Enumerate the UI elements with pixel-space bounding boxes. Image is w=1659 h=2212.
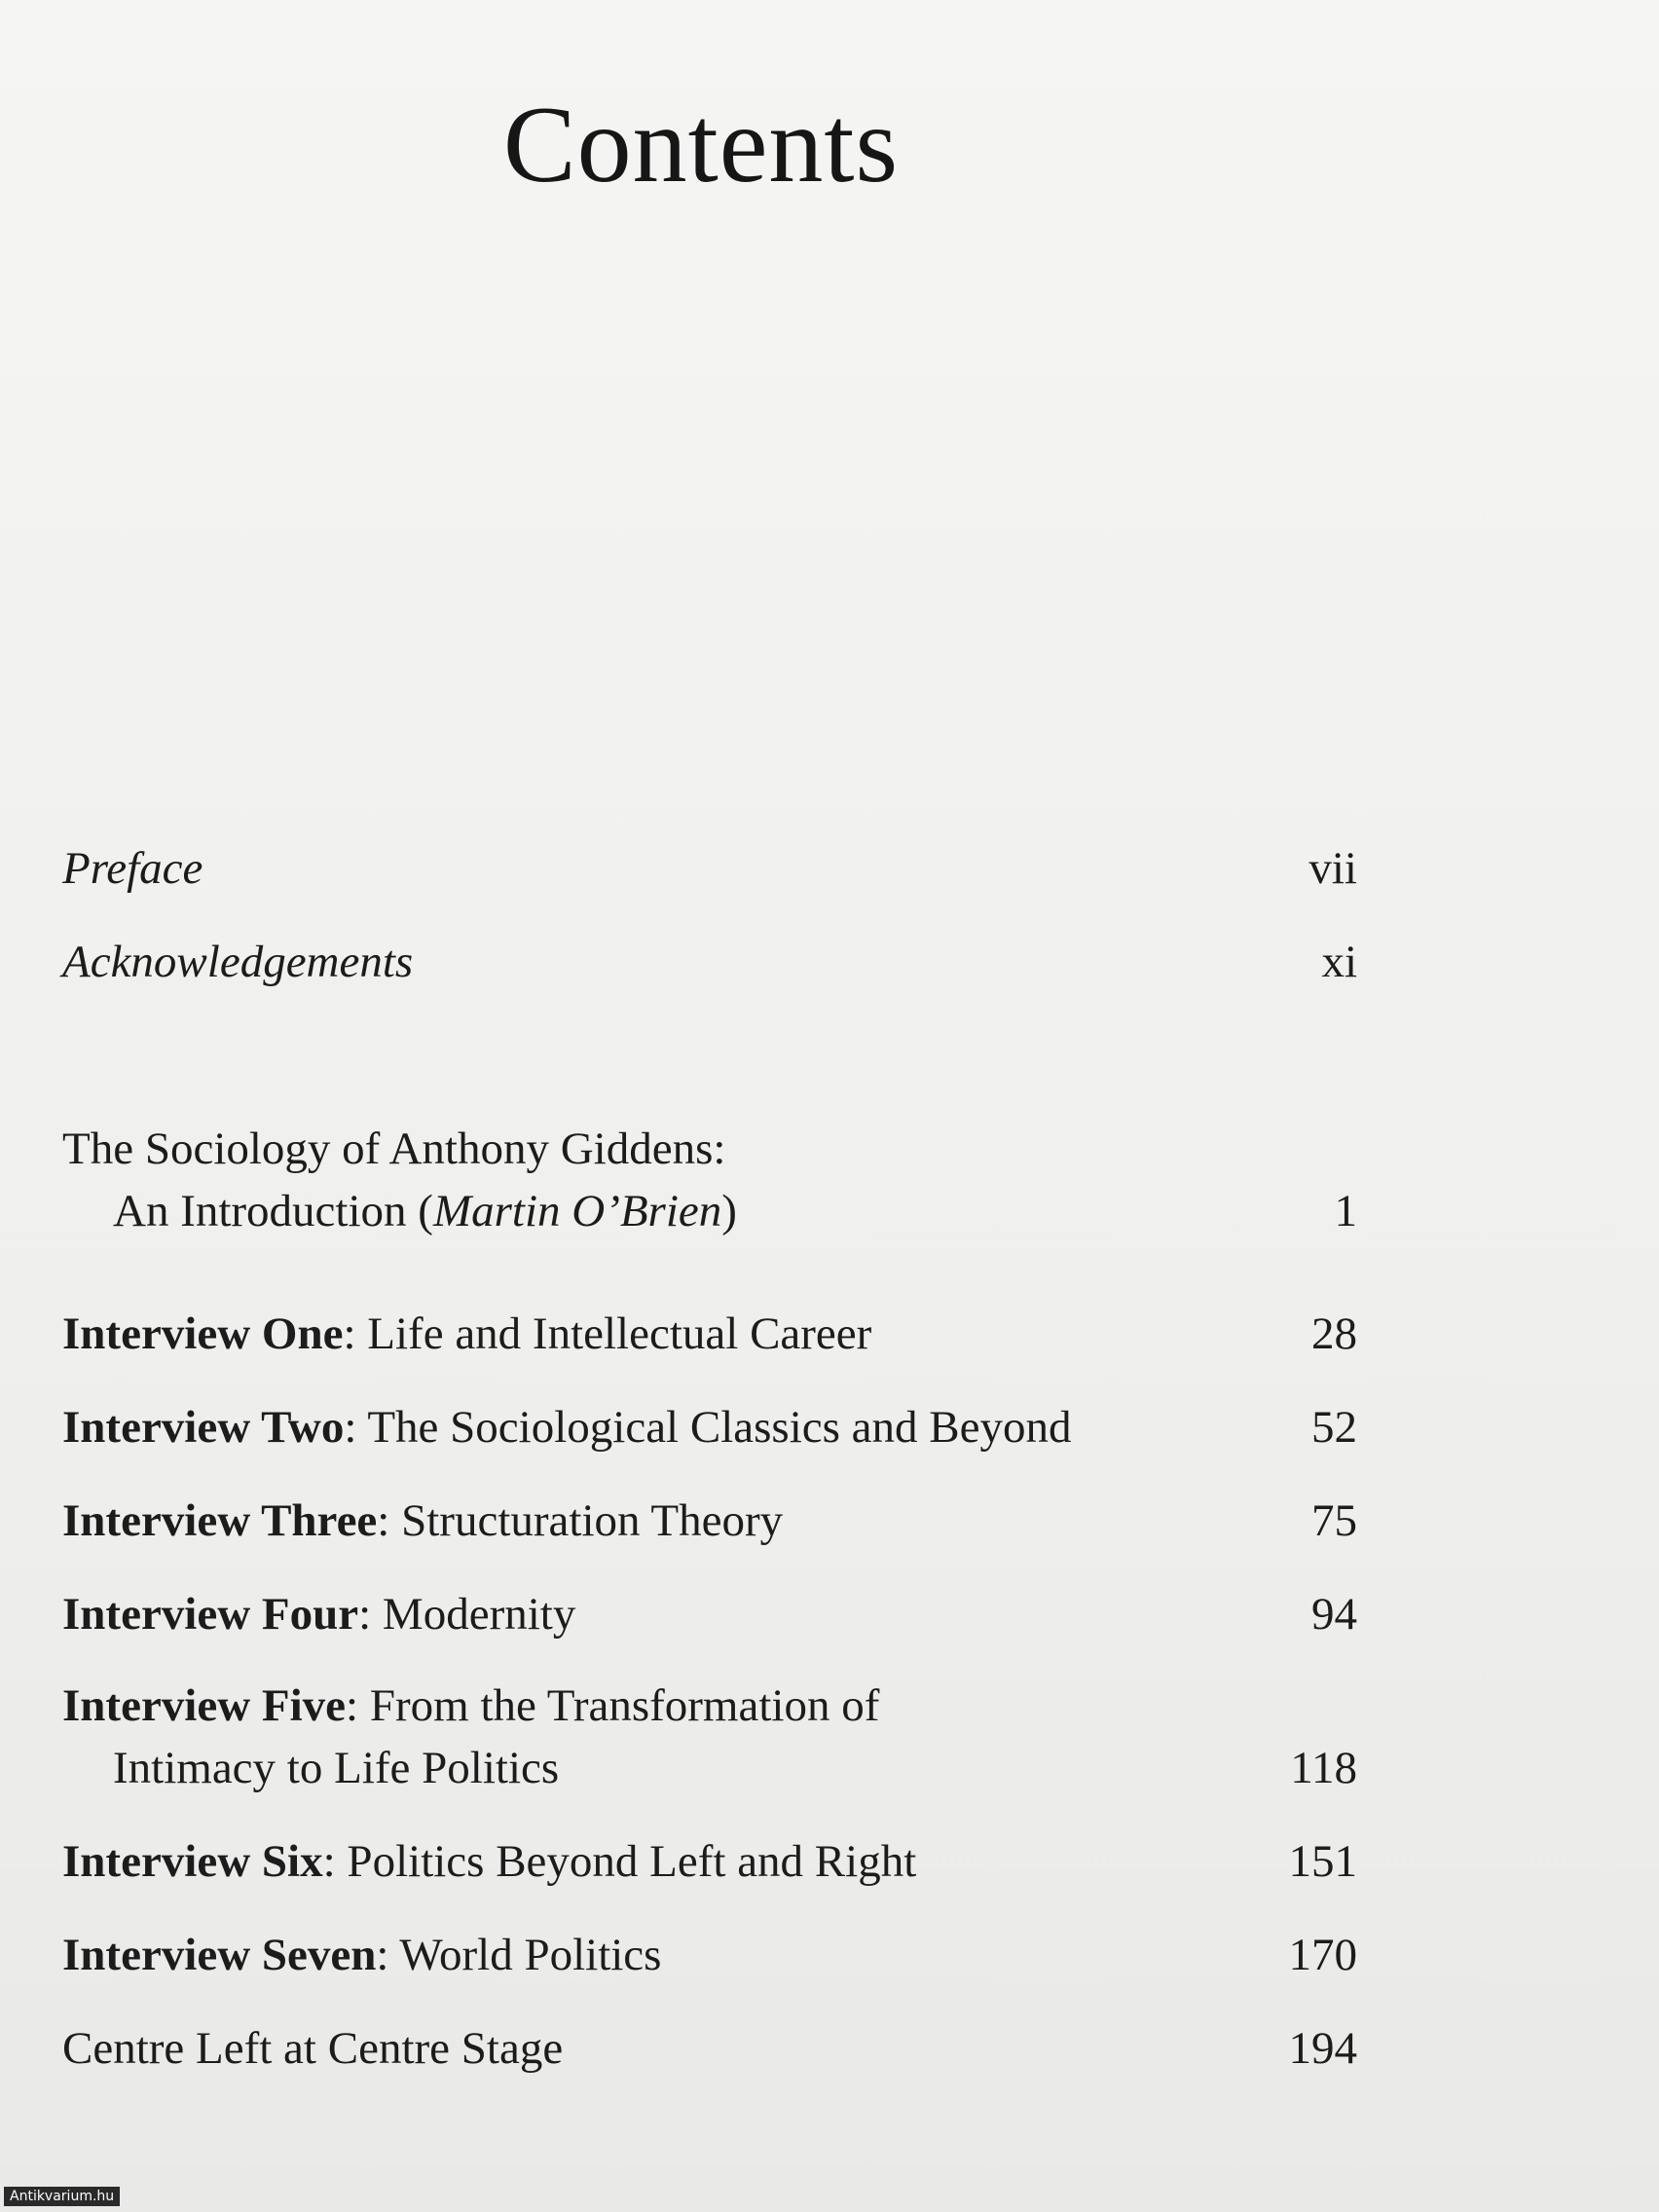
toc-entry-subtitle: : The Sociological Classics and Beyond (344, 1402, 1072, 1453)
toc-entry-interview-three (62, 1490, 1357, 1552)
toc-entry-label: Preface (62, 843, 203, 894)
toc-entry-heading: Interview Five (62, 1680, 347, 1731)
toc-entry-subline-text: An Introduction ( (113, 1186, 433, 1236)
toc-entry-subtitle: : Life and Intellectual Career (343, 1309, 872, 1359)
toc-page-number: 75 (1311, 1495, 1357, 1546)
toc-page-number: 170 (1288, 1930, 1357, 1980)
toc-entry-label (62, 1675, 879, 1737)
toc-page-number: 151 (1288, 1836, 1357, 1887)
toc-entry-heading: Interview One (62, 1309, 344, 1359)
toc-entry-subtitle: : From the Transformation of (346, 1680, 880, 1731)
toc-entry-label (62, 1830, 916, 1893)
toc-entry-label (62, 1490, 783, 1552)
toc-page-number: 194 (1288, 2023, 1357, 2074)
toc-entry-label: Centre Left at Centre Stage (62, 2023, 564, 2074)
toc-entry-interview-one (62, 1303, 1357, 1365)
toc-entry-label (62, 1583, 575, 1645)
toc-entry-centre-left (62, 2017, 1357, 2080)
toc-page-number: 1 (1334, 1186, 1357, 1236)
toc-entry-heading: Interview Six (62, 1836, 323, 1887)
toc-entry-heading: Interview Seven (62, 1930, 377, 1980)
toc-entry-label: Acknowledgements (62, 937, 414, 987)
page-title: Contents (502, 85, 900, 205)
toc-entry-subline (62, 1180, 1357, 1242)
toc-entry-label (62, 1303, 871, 1365)
toc-entry-subtitle: : Structuration Theory (377, 1495, 784, 1546)
toc-entry-subtitle: : Modernity (358, 1589, 576, 1640)
toc-entry-subline-close: ) (721, 1186, 737, 1236)
toc-page-number: 28 (1311, 1309, 1357, 1359)
toc-entry-interview-five (62, 1675, 1357, 1799)
toc-entry-interview-seven (62, 1924, 1357, 1986)
watermark: Antikvarium.hu (4, 2187, 120, 2206)
toc-entry-introduction (62, 1118, 1357, 1242)
toc-page-number: xi (1321, 937, 1357, 987)
toc-entry-label (62, 1396, 1072, 1458)
toc-entry-heading: Interview Two (62, 1402, 345, 1453)
toc-page-number: 118 (1290, 1743, 1357, 1793)
toc-entry-preface (62, 837, 1357, 900)
toc-entry-author: Martin O’Brien (432, 1186, 722, 1236)
toc-entry-interview-six (62, 1830, 1357, 1893)
toc-page-number: 52 (1311, 1402, 1357, 1453)
toc-entry-acknowledgements (62, 931, 1357, 993)
toc-entry-label (62, 1924, 661, 1986)
toc-entry-label: The Sociology of Anthony Giddens: (62, 1124, 726, 1174)
toc-entry-subtitle: : World Politics (376, 1930, 662, 1980)
toc-entry-interview-two (62, 1396, 1357, 1458)
toc-entry-heading: Interview Four (62, 1589, 359, 1640)
toc-entry-subtitle: : Politics Beyond Left and Right (322, 1836, 917, 1887)
toc-page-number: 94 (1311, 1589, 1357, 1640)
toc-page-number: vii (1309, 843, 1357, 894)
toc-entry-heading: Interview Three (62, 1495, 378, 1546)
toc-entry-interview-four (62, 1583, 1357, 1645)
toc-entry-subline: Intimacy to Life Politics (113, 1743, 560, 1793)
